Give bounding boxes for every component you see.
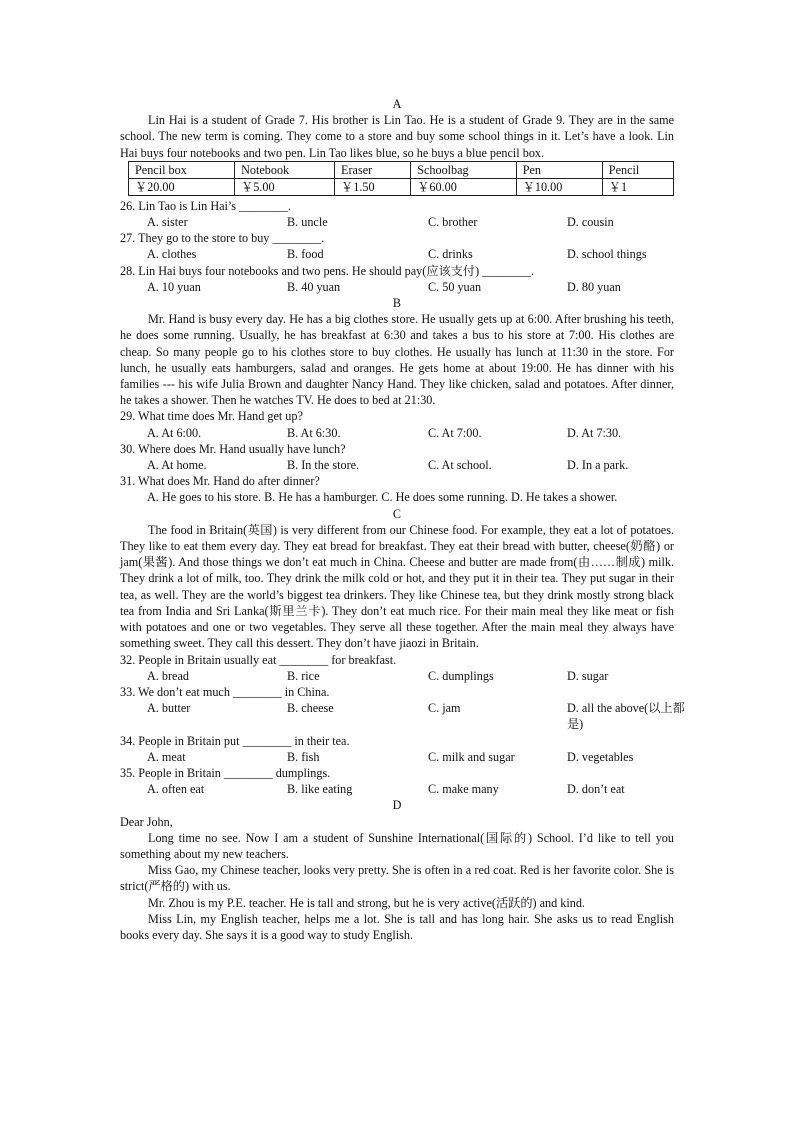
option-d[interactable]: D. cousin bbox=[567, 215, 614, 230]
section-a-heading: A bbox=[392, 97, 402, 111]
option-a[interactable]: A. clothes bbox=[147, 247, 197, 262]
price-table-price-row bbox=[129, 178, 674, 195]
option-a[interactable]: A. meat bbox=[147, 749, 186, 764]
question-32: 32. People in Britain usually eat ________ for breakfast. bbox=[120, 652, 397, 667]
section-b-passage: Mr. Hand is busy every day. He has a big clothes store. He usually gets up at 6:00. After brushing his teeth, he does some running. Usually, he has breakfast at 6:30 and takes a bus to his store at 7:00. His clothes are cheap. So many people go to his clothes store to buy clothes. He usually has lunch at 11:30 in the store. For lunch, he usually eats hamburgers, salad and oranges. He gets home at about 19:00. He has dinner with his families --- his wife Julia Brown and daughter Nancy Hand. They like chicken, salad and potatoes. After dinner, he takes a shower. Then he watches TV. He does to bed at 21:30. bbox=[120, 312, 674, 408]
option-d[interactable]: D. At 7:30. bbox=[567, 425, 622, 440]
table-cell: ￥5.00 bbox=[235, 178, 335, 195]
option-b[interactable]: B. uncle bbox=[287, 215, 328, 230]
table-cell: ￥1 bbox=[602, 178, 673, 195]
question-30-options bbox=[120, 457, 674, 473]
table-cell: ￥1.50 bbox=[335, 178, 411, 195]
option-b[interactable]: B. At 6:30. bbox=[287, 425, 341, 440]
option-a[interactable]: A. sister bbox=[147, 215, 188, 230]
option-c[interactable]: C. milk and sugar bbox=[428, 749, 515, 764]
price-table bbox=[128, 161, 674, 196]
option-b[interactable]: B. food bbox=[287, 247, 324, 262]
option-d[interactable]: D. don’t eat bbox=[567, 782, 625, 797]
option-d[interactable]: D. vegetables bbox=[567, 749, 634, 764]
question-35: 35. People in Britain ________ dumplings. bbox=[120, 765, 331, 780]
table-cell: ￥10.00 bbox=[516, 178, 602, 195]
question-28: 28. Lin Hai buys four notebooks and two pens. He should pay(应该支付) ________. bbox=[120, 263, 534, 278]
question-34-options bbox=[120, 749, 674, 765]
price-table-header-row bbox=[129, 161, 674, 178]
letter-paragraph: Mr. Zhou is my P.E. teacher. He is tall and strong, but he is very active(活跃的) and kind. bbox=[148, 895, 585, 910]
option-d[interactable]: D. In a park. bbox=[567, 458, 629, 473]
question-27-options bbox=[120, 246, 674, 262]
question-29-options bbox=[120, 425, 674, 441]
letter-greeting: Dear John, bbox=[120, 814, 173, 829]
question-29: 29. What time does Mr. Hand get up? bbox=[120, 409, 303, 424]
section-a-passage: Lin Hai is a student of Grade 7. His brother is Lin Tao. He is a student of Grade 9. They are in the same school. The new term is coming. They come to a store and buy some school things in it. Let’s have a look. Lin Hai buys four notebooks and two pen. Lin Tao likes blue, so he buys a blue pencil box. bbox=[120, 113, 674, 160]
table-cell: ￥60.00 bbox=[411, 178, 517, 195]
question-27: 27. They go to the store to buy ________. bbox=[120, 231, 325, 246]
letter-paragraph: Miss Lin, my English teacher, helps me a lot. She is tall and has long hair. She asks us to read English books every day. She says it is a good way to study English. bbox=[120, 911, 674, 942]
question-34: 34. People in Britain put ________ in their tea. bbox=[120, 733, 350, 748]
option-a[interactable]: A. At 6:00. bbox=[147, 425, 202, 440]
table-cell: Pencil box bbox=[129, 161, 235, 178]
question-26-options bbox=[120, 214, 674, 230]
question-26: 26. Lin Tao is Lin Hai’s ________. bbox=[120, 198, 291, 213]
exam-page bbox=[120, 96, 685, 943]
option-b[interactable]: B. 40 yuan bbox=[287, 279, 341, 294]
option-c[interactable]: C. At 7:00. bbox=[428, 425, 482, 440]
option-c[interactable]: C. brother bbox=[428, 215, 478, 230]
option-c[interactable]: C. drinks bbox=[428, 247, 473, 262]
question-33-options bbox=[120, 700, 685, 732]
question-32-options bbox=[120, 668, 674, 684]
question-28-options bbox=[120, 279, 674, 295]
table-cell: ￥20.00 bbox=[129, 178, 235, 195]
table-cell: Notebook bbox=[235, 161, 335, 178]
option-b[interactable]: B. In the store. bbox=[287, 458, 360, 473]
option-b[interactable]: B. cheese bbox=[287, 701, 334, 716]
option-d[interactable]: D. 80 yuan bbox=[567, 279, 621, 294]
table-cell: Schoolbag bbox=[411, 161, 517, 178]
option-b[interactable]: B. like eating bbox=[287, 782, 353, 797]
option-c[interactable]: C. At school. bbox=[428, 458, 492, 473]
option-d[interactable]: D. all the above(以上都是) bbox=[567, 701, 685, 732]
section-d-heading: D bbox=[392, 798, 402, 813]
option-c[interactable]: C. jam bbox=[428, 701, 461, 716]
table-cell: Pencil bbox=[602, 161, 673, 178]
question-31-options[interactable]: A. He goes to his store. B. He has a hamburger. C. He does some running. D. He takes a shower. bbox=[147, 490, 618, 505]
option-b[interactable]: B. rice bbox=[287, 668, 320, 683]
option-d[interactable]: D. sugar bbox=[567, 668, 609, 683]
section-c-passage: The food in Britain(英国) is very different from our Chinese food. For example, they eat a lot of potatoes. They like to eat them every day. They eat bread for breakfast. They eat their bread with butter, cheese(奶酪) or jam(果酱). And those things we don’t eat much in China. Cheese and butter are made from(由……制成) milk. They drink a lot of milk, too. They drink the milk cold or hot, and they put it in their tea. They put sugar in their tea, as well. They are the world’s biggest tea drinkers. They like Chinese tea, but they drink mostly strong black tea from India and Sri Lanka(斯里兰卡). They don’t eat much rice. For their main meal they like meat or fish with potatoes and one or two vegetables. They serve all these together. After the main meal they always have something sweet. They call this dessert. They don’t have jiaozi in Britain. bbox=[120, 522, 674, 651]
table-cell: Pen bbox=[516, 161, 602, 178]
option-c[interactable]: C. make many bbox=[428, 782, 499, 797]
question-33: 33. We don’t eat much ________ in China. bbox=[120, 684, 330, 699]
letter-paragraph: Long time no see. Now I am a student of Sunshine International(国际的) School. I’d like to tell you something about my new teachers. bbox=[120, 830, 674, 861]
section-c-heading: C bbox=[392, 506, 402, 521]
section-b-heading: B bbox=[392, 296, 402, 311]
option-a[interactable]: A. bread bbox=[147, 668, 189, 683]
option-a[interactable]: A. At home. bbox=[147, 458, 207, 473]
option-c[interactable]: C. dumplings bbox=[428, 668, 494, 683]
question-35-options bbox=[120, 781, 674, 797]
option-a[interactable]: A. often eat bbox=[147, 782, 205, 797]
letter-paragraph: Miss Gao, my Chinese teacher, looks very pretty. She is often in a red coat. Red is her favorite color. She is strict(严格的) with us. bbox=[120, 863, 674, 894]
question-30: 30. Where does Mr. Hand usually have lunch? bbox=[120, 441, 346, 456]
option-a[interactable]: A. butter bbox=[147, 701, 191, 716]
table-cell: Eraser bbox=[335, 161, 411, 178]
option-b[interactable]: B. fish bbox=[287, 749, 320, 764]
option-c[interactable]: C. 50 yuan bbox=[428, 279, 482, 294]
option-d[interactable]: D. school things bbox=[567, 247, 647, 262]
option-a[interactable]: A. 10 yuan bbox=[147, 279, 201, 294]
question-31: 31. What does Mr. Hand do after dinner? bbox=[120, 474, 320, 489]
